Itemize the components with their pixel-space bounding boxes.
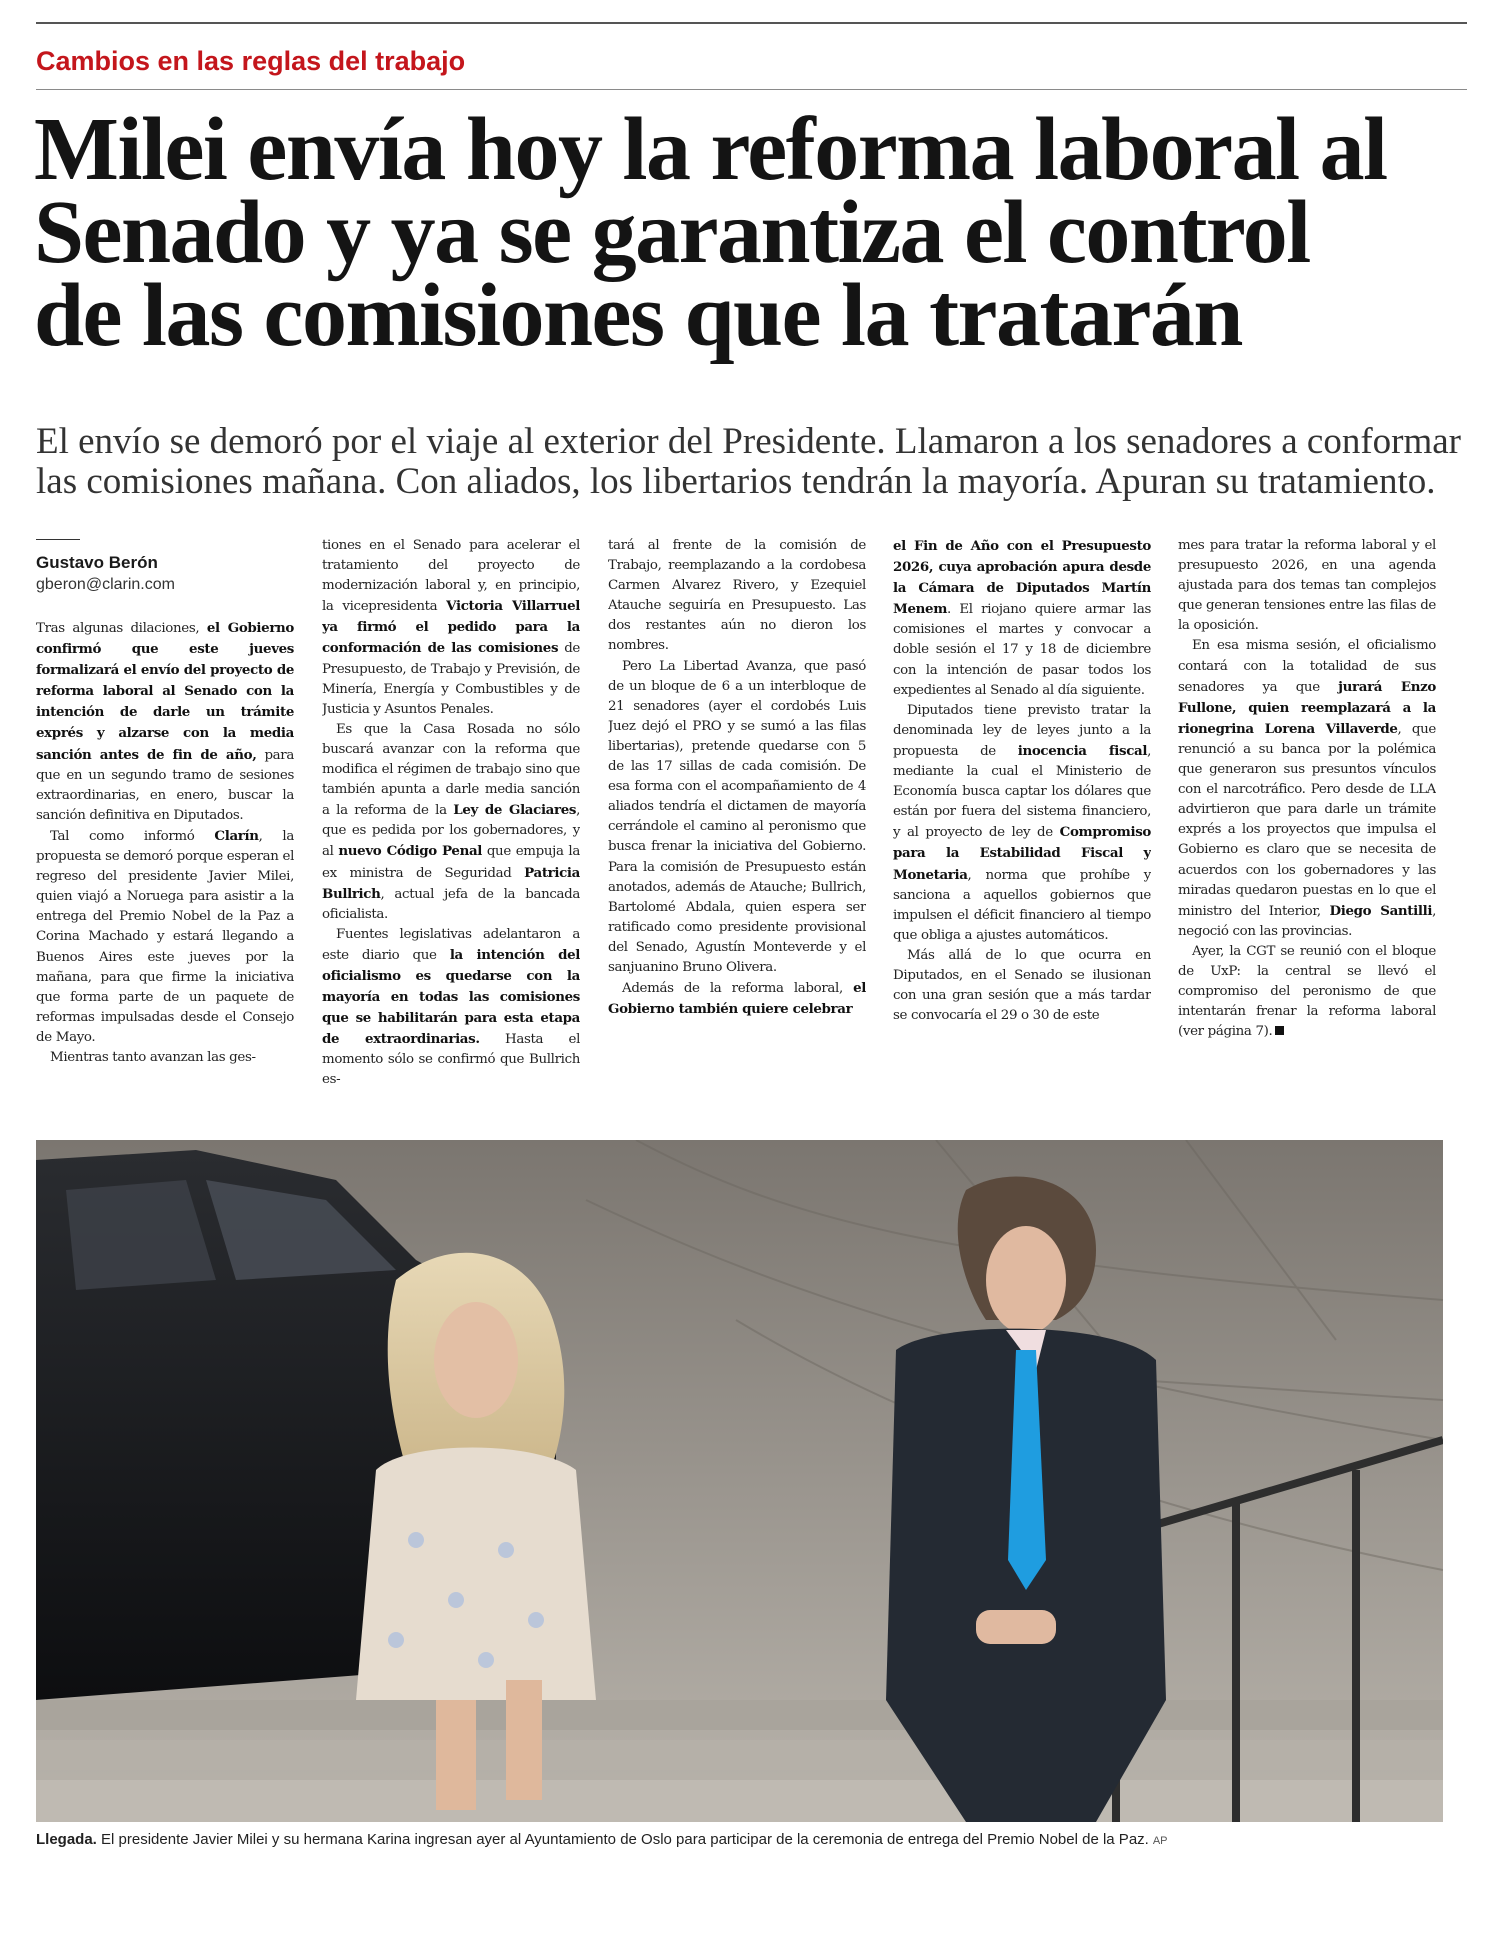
headline (34, 100, 1474, 365)
paragraph: Además de la reforma laboral, el Gobierno también quiere celebrar (608, 980, 866, 1018)
paragraph: mes para tratar la reforma laboral y el presupuesto 2026, en una agenda ajustada para dos temas tan complejos que generan tensiones entre las filas de la oposición. (1178, 538, 1436, 634)
paragraph: Mientras tanto avanzan las ges- (50, 1049, 256, 1065)
subheadline (36, 422, 1466, 502)
headline-line: de las comisiones que la tratarán (34, 266, 1242, 365)
end-mark-icon (1275, 1026, 1284, 1035)
headline-line: Milei envía hoy la reforma laboral al (34, 100, 1387, 199)
paragraph: el Fin de Año con el Presupuesto 2026, cuya aprobación apura desde la Cámara de Diputados Martín Menem. El riojano quiere armar las comisiones el martes y convocar a doble sesión el 17 y 18 de diciembre con la intención de pasar todos los expedientes al Senado al día siguiente. (893, 538, 1151, 698)
article-column-5 (1178, 536, 1436, 1096)
article-column-3 (608, 536, 866, 1096)
paragraph: Tal como informó Clarín, la propuesta se demoró porque esperan el regreso del presidente Javier Milei, quien viajó a Noruega para asistir a la entrega del Premio Nobel de la Paz a Corina Machado y estará llegando a Buenos Aires este jueves por la mañana, para que firme la iniciativa que forma parte de un paquete de reformas impulsadas desde el Consejo de Mayo. (36, 827, 294, 1045)
section-rule (36, 89, 1467, 90)
paragraph: Diputados tiene previsto tratar la denominada ley de leyes junto a la propuesta de inocencia fiscal, mediante la cual el Ministerio de Economía busca captar los dólares que están por fuera del sistema financiero, y al proyecto de ley de Compromiso para la Estabilidad Fiscal y Monetaria, norma que prohíbe y sanciona a aquellos gobiernos que impulsen el déficit financiero al tiempo que obliga a ajustes automáticos. (893, 702, 1151, 943)
top-rule (36, 22, 1467, 24)
paragraph: Fuentes legislativas adelantaron a este diario que la intención del oficialismo es quedarse con la mayoría en todas las comisiones que se habilitarán para esta etapa de extraordinarias. Hasta el momento sólo se confirmó que Bullrich es- (322, 926, 580, 1088)
byline-author: Gustavo Berón (36, 553, 158, 572)
article-column-2 (322, 536, 580, 1096)
caption-lead: Llegada. (36, 1831, 97, 1848)
caption-text: El presidente Javier Milei y su hermana Karina ingresan ayer al Ayuntamiento de Oslo para participar de la ceremonia de entrega del Premio Nobel de la Paz. (96, 1831, 1149, 1848)
paragraph: Pero La Libertad Avanza, que pasó de un bloque de 6 a un interbloque de 21 senadores (ayer el cordobés Luis Juez dejó el PRO y se sumó a las filas libertarias), pretende quedarse con 5 de las 17 sillas de cada comisión. De esa forma con el acompañamiento de 4 aliados tendría el dictamen de mayoría cerrándole el camino al peronismo que busca frenar la iniciativa del Gobierno. Para la comisión de Presupuesto están anotados, además de Atauche; Bullrich, Bartolomé Abdala, quien espera ser ratificado como presidente provisional del Senado, Agustín Monteverde y el sanjuanino Bruno Olivera. (608, 658, 866, 975)
article-column-1 (36, 618, 294, 1098)
paragraph: Es que la Casa Rosada no sólo buscará avanzar con la reforma que modifica el régimen de trabajo sino que también apunta a darle media sanción a la reforma de la Ley de Glaciares, que es pedida por los gobernadores, y al nuevo Código Penal que empuja la ex ministra de Seguridad Patricia Bullrich, actual jefa de la bancada oficialista. (322, 721, 580, 922)
photo-caption (36, 1830, 1456, 1851)
headline-line: Senado y ya se garantiza el control (34, 183, 1310, 282)
paragraph: tiones en el Senado para acelerar el tratamiento del proyecto de modernización laboral y, en principio, la vicepresidenta Victoria Villarruel ya firmó el pedido para la conformación de las comisiones de Presupuesto, de Trabajo y Previsión, de Minería, Energía y Combustibles y de Justicia y Asuntos Penales. (322, 538, 580, 717)
subheadline-line: las comisiones mañana. Con aliados, los libertarios tendrán la mayoría. Apuran su tratamiento. (36, 461, 1436, 502)
news-photo (36, 1140, 1443, 1822)
paragraph: En esa misma sesión, el oficialismo contará con la totalidad de sus senadores ya que jurará Enzo Fullone, quien reemplazará a la rionegrina Lorena Villaverde, que renunció a su banca por la polémica que generaron sus presuntos vínculos con el narcotráfico. Pero desde de LLA advirtieron que para darle un trámite exprés a los proyectos que impulsa el Gobierno es claro que se necesita de acuerdos con los gobernadores y las miradas quedaron puestas en lo que el ministro del Interior, Diego Santilli, negoció con las provincias. (1178, 638, 1436, 939)
subheadline-line: El envío se demoró por el viaje al exterior del Presidente. Llamaron a los senadores a conformar (36, 421, 1462, 462)
paragraph: Tras algunas dilaciones, el Gobierno confirmó que este jueves formalizará el envío del proyecto de reforma laboral al Senado con la intención de darle un trámite exprés y alzarse con la media sanción antes de fin de año, para que en un segundo tramo de sesiones extraordinarias, en enero, buscar la sanción definitiva en Diputados. (36, 620, 294, 823)
paragraph: Más allá de lo que ocurra en Diputados, en el Senado se ilusionan con una gran sesión que a más tardar se convocaría el 29 o 30 de este (893, 947, 1151, 1024)
paragraph: Ayer, la CGT se reunió con el bloque de UxP: la central se llevó el compromiso del peronismo de que intentarán frenar la reforma laboral (ver página 7). (1178, 943, 1436, 1040)
byline-email[interactable]: gberon@clarin.com (36, 576, 175, 593)
photo-illustration (36, 1140, 1443, 1822)
section-label: Cambios en las reglas del trabajo (36, 46, 466, 76)
photo-credit: AP (1152, 1835, 1168, 1847)
paragraph: tará al frente de la comisión de Trabajo, reemplazando a la cordobesa Carmen Alvarez Rivero, y Ezequiel Atauche seguiría en Presupuesto. Las dos restantes aún no dieron los nombres. (608, 538, 866, 654)
article-column-4 (893, 536, 1151, 1096)
byline-rule (36, 539, 80, 540)
